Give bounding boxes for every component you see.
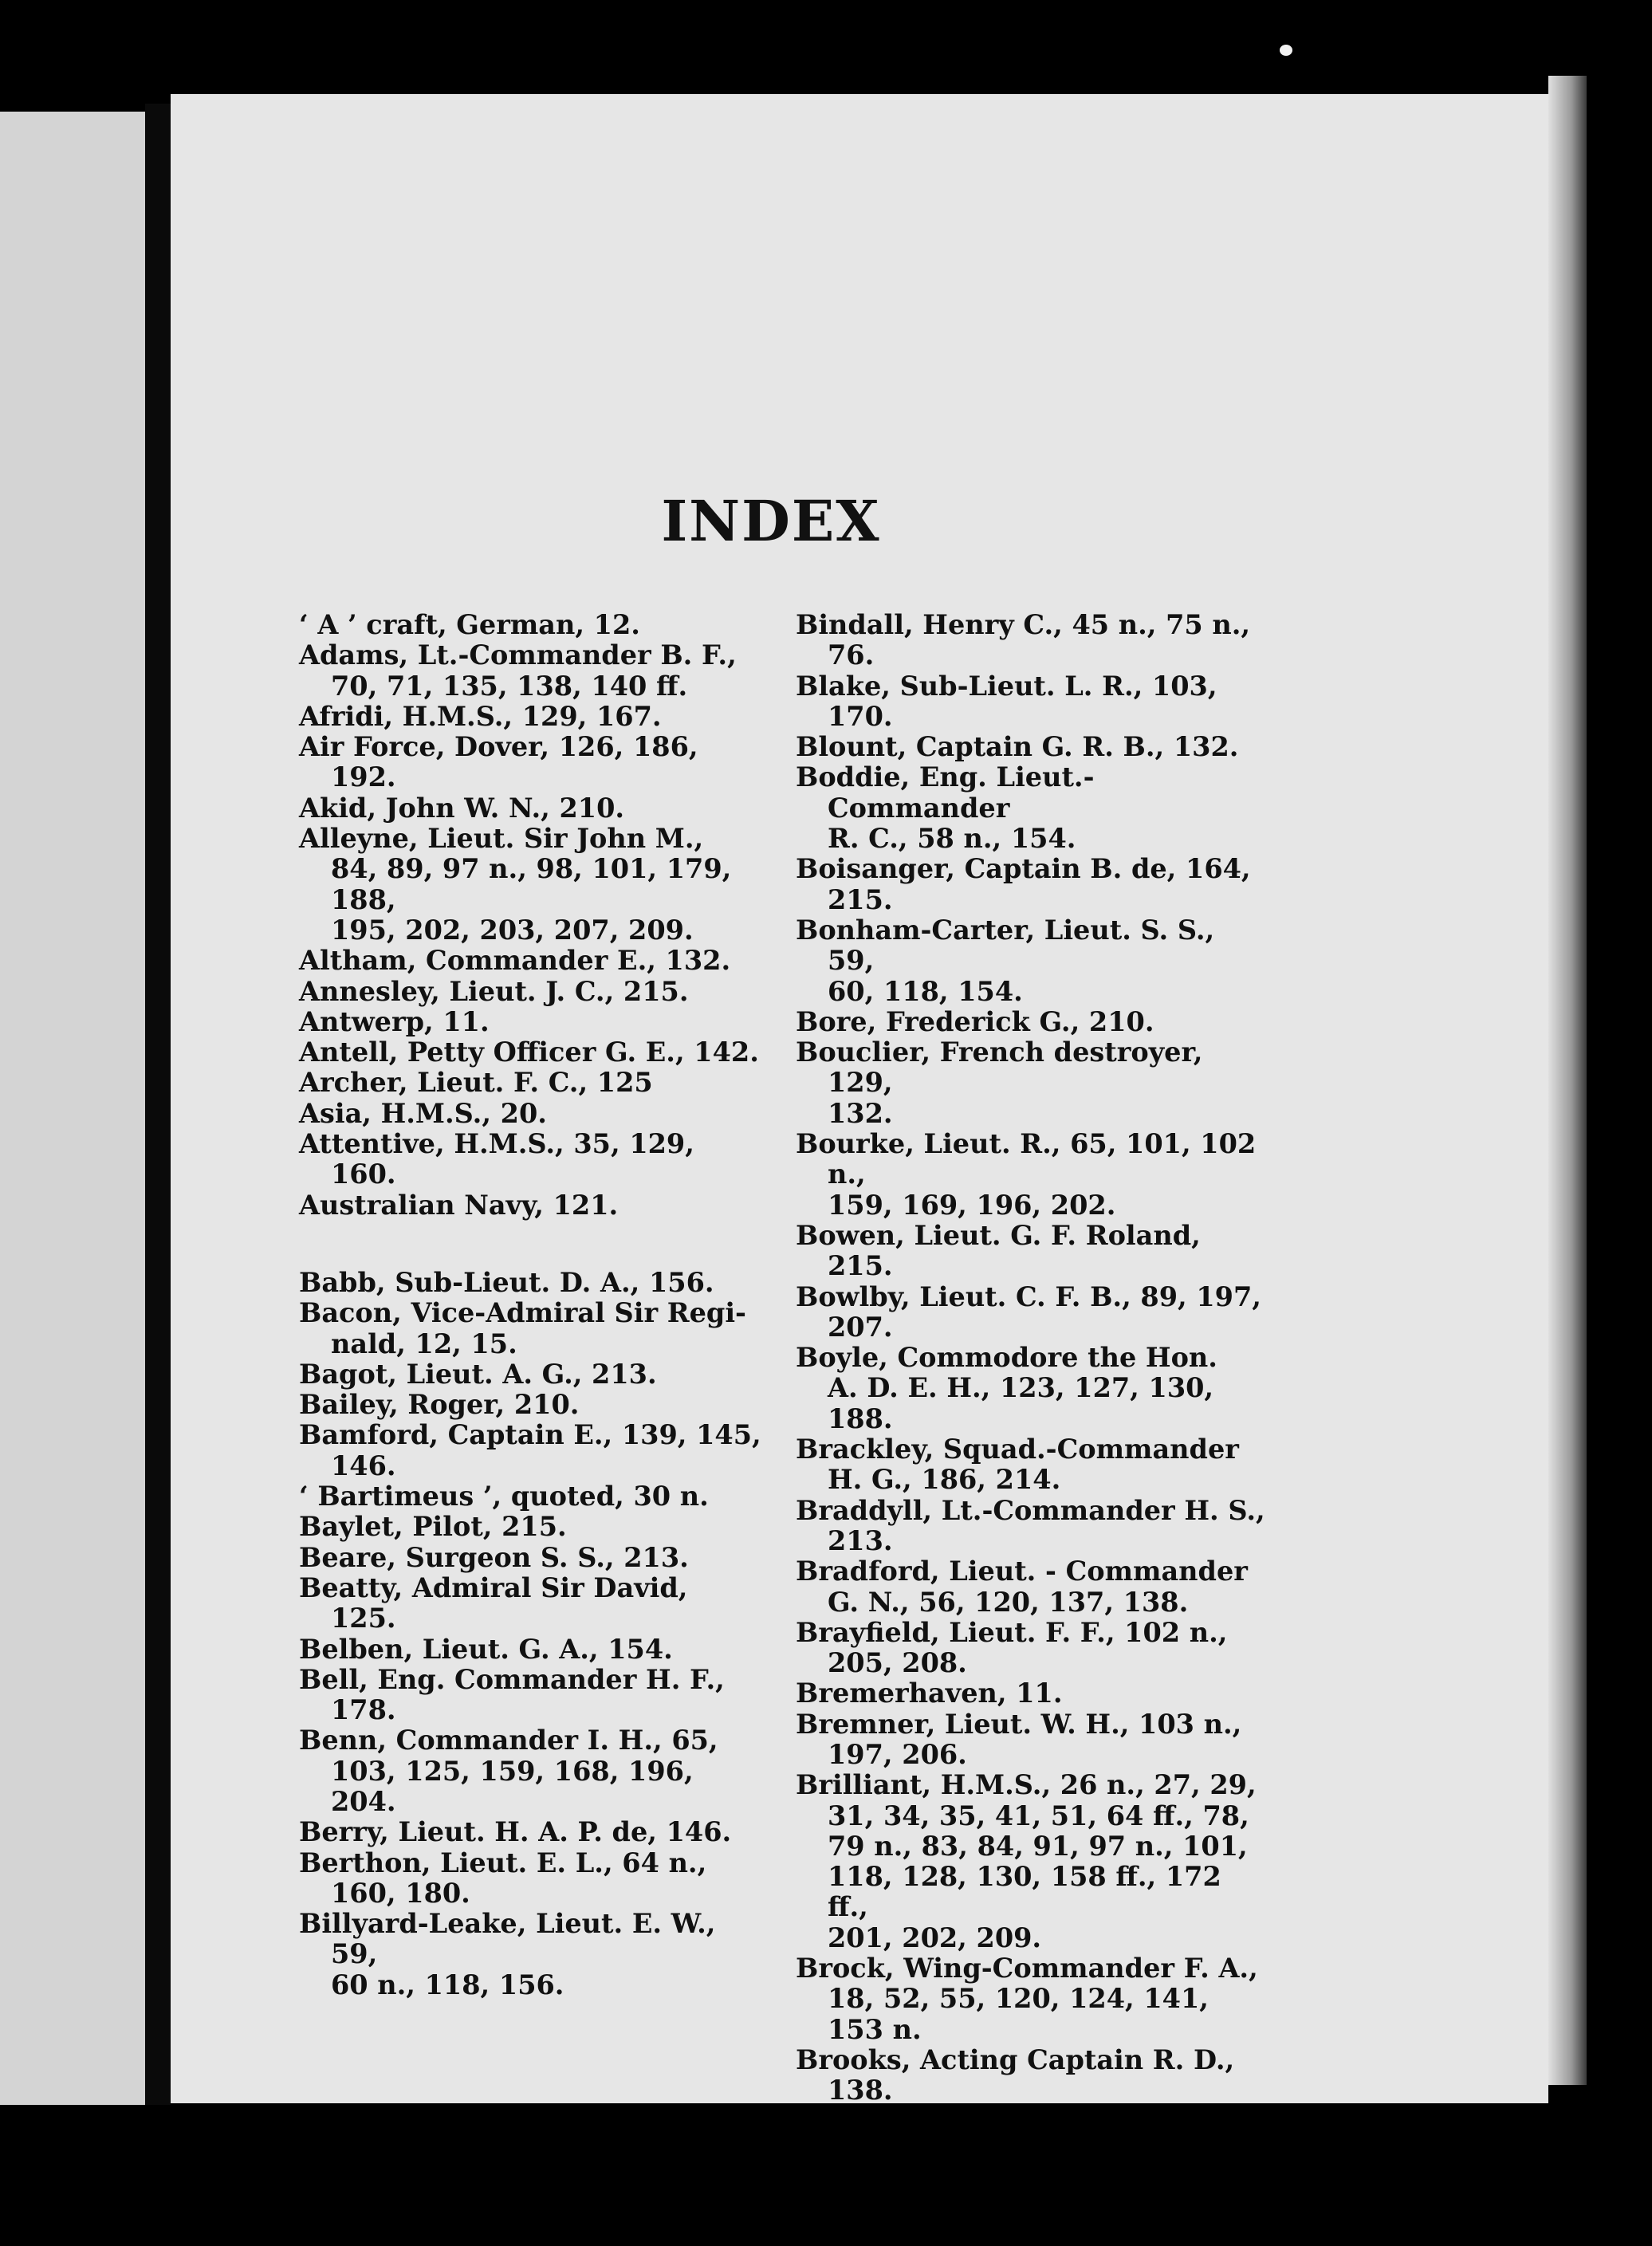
index-entry: ‘ A ’ craft, German, 12. (299, 609, 640, 640)
index-column-left (299, 610, 761, 2000)
index-entry: Bowen, Lieut. G. F. Roland, 215. (796, 1219, 1201, 1282)
index-entry: Alleyne, Lieut. Sir John M., 84, 89, 97 n., 98, 101, 179, 188, 195, 202, 203, 207, 209. (299, 823, 732, 946)
index-entry: Benn, Commander I. H., 65, 103, 125, 159, 168, 196, 204. (299, 1725, 718, 1817)
index-entry: Australian Navy, 121. (299, 1189, 619, 1221)
index-entry: Bouclier, French destroyer, 129, 132. (796, 1036, 1203, 1129)
index-entry: Adams, Lt.-Commander B. F., 70, 71, 135, 138, 140 ff. (299, 639, 737, 702)
index-entry: Bourke, Lieut. R., 65, 101, 102 n., 159, 169, 196, 202. (796, 1128, 1257, 1221)
index-entry: Bacon, Vice-Admiral Sir Regi- nald, 12, 15. (299, 1297, 746, 1359)
index-entry: Boddie, Eng. Lieut.-Commander R. C., 58 n., 154. (796, 761, 1095, 855)
index-entry: ‘ Bartimeus ’, quoted, 30 n. (299, 1481, 709, 1512)
index-column-right (796, 610, 1266, 2106)
index-entry: Afridi, H.M.S., 129, 167. (299, 700, 662, 732)
index-entry: Baylet, Pilot, 215. (299, 1511, 567, 1543)
index-entry: Boisanger, Captain B. de, 164, 215. (796, 853, 1251, 915)
index-entry: Berthon, Lieut. E. L., 64 n., 160, 180. (299, 1847, 707, 1909)
index-entry: Brackley, Squad.-Commander H. G., 186, 214. (796, 1434, 1239, 1496)
index-entry: Billyard-Leake, Lieut. E. W., 59, 60 n., 118, 156. (299, 1908, 716, 2000)
index-entry: Bindall, Henry C., 45 n., 75 n., 76. (796, 609, 1251, 671)
page-title: INDEX (661, 488, 881, 554)
index-entry: Bonham-Carter, Lieut. S. S., 59, 60, 118, 154. (796, 914, 1215, 1007)
binding-shadow (145, 104, 171, 2105)
index-entry: Bore, Frederick G., 210. (796, 1005, 1154, 1037)
index-entry: Bell, Eng. Commander H. F., 178. (299, 1663, 725, 1726)
index-entry: Attentive, H.M.S., 35, 129, 160. (299, 1128, 694, 1190)
index-entry: Bremner, Lieut. W. H., 103 n., 197, 206. (796, 1708, 1242, 1770)
scan-speck (1280, 45, 1292, 56)
index-entry: Bradford, Lieut. - Commander G. N., 56, 120, 137, 138. (796, 1556, 1248, 1618)
index-entry: Blake, Sub-Lieut. L. R., 103, 170. (796, 670, 1217, 732)
index-entry: Braddyll, Lt.-Commander H. S., 213. (796, 1494, 1265, 1556)
facing-page (0, 112, 145, 2105)
index-entry: Archer, Lieut. F. C., 125 (299, 1067, 653, 1099)
index-entry: Bremerhaven, 11. (796, 1678, 1063, 1709)
index-entry: Belben, Lieut. G. A., 154. (299, 1633, 673, 1665)
index-entry: Brooks, Acting Captain R. D., 138. (796, 2043, 1235, 2106)
index-entry: Bowlby, Lieut. C. F. B., 89, 197, 207. (796, 1280, 1261, 1343)
index-entry: Babb, Sub-Lieut. D. A., 156. (299, 1266, 714, 1298)
index-entry: Bailey, Roger, 210. (299, 1389, 580, 1421)
index-entry: Brilliant, H.M.S., 26 n., 27, 29, 31, 34, 35, 41, 51, 64 ff., 78, 79 n., 83, 84, 91, 97 n., 101, 118, 128, 130, 158 ff., 172 ff., 201, 202, 209. (796, 1769, 1257, 1953)
index-entry: Antwerp, 11. (299, 1005, 490, 1037)
index-entry: Bagot, Lieut. A. G., 213. (299, 1358, 657, 1390)
index-entry: Bamford, Captain E., 139, 145, 146. (299, 1419, 761, 1481)
index-entry: Annesley, Lieut. J. C., 215. (299, 975, 689, 1007)
index-entry: Antell, Petty Officer G. E., 142. (299, 1036, 759, 1068)
index-entry: Berry, Lieut. H. A. P. de, 146. (299, 1816, 732, 1848)
index-entry: Brock, Wing-Commander F. A., 18, 52, 55, 120, 124, 141, 153 n. (796, 1953, 1258, 2045)
index-entry: Asia, H.M.S., 20. (299, 1097, 547, 1129)
index-entry: Brayfield, Lieut. F. F., 102 n., 205, 208. (796, 1616, 1228, 1679)
index-entry: Altham, Commander E., 132. (299, 945, 731, 977)
index-entry: Akid, John W. N., 210. (299, 792, 625, 824)
index-entry: Beare, Surgeon S. S., 213. (299, 1541, 689, 1573)
index-entry: Air Force, Dover, 126, 186, 192. (299, 731, 698, 793)
index-entry: Beatty, Admiral Sir David, 125. (299, 1571, 688, 1634)
index-entry: Blount, Captain G. R. B., 132. (796, 731, 1239, 763)
page-edge (1548, 76, 1587, 2085)
index-entry: Boyle, Commodore the Hon. A. D. E. H., 123, 127, 130, 188. (796, 1342, 1217, 1434)
letter-group-gap (299, 1221, 761, 1268)
